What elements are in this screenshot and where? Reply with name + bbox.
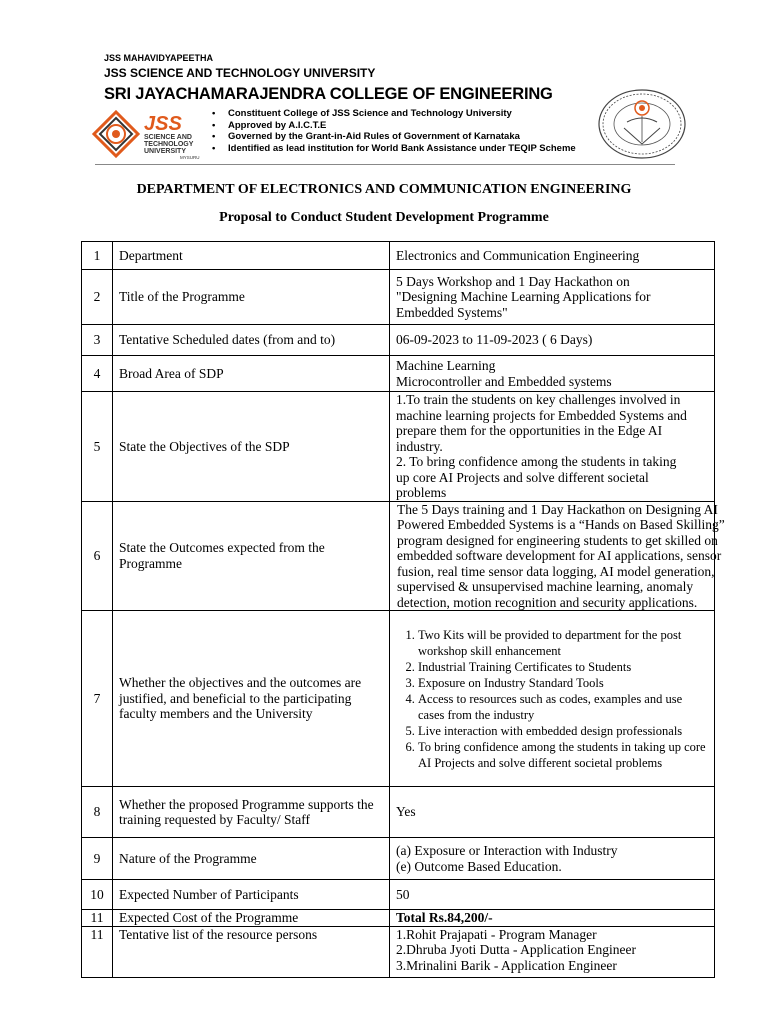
row-value: Electronics and Communication Engineering	[390, 242, 715, 270]
table-row	[82, 611, 715, 787]
table-row	[82, 392, 715, 502]
row-label: Whether the proposed Programme supports the training requested by Faculty/ Staff	[113, 787, 390, 838]
row-value: 1.To train the students on key challenges involved in machine learning projects for Embedded Systems and prepare them for the opportunities in the Edge AI industry. 2. To bring confidence among the students in taking up core AI Projects and solve different societal problems	[390, 392, 715, 502]
row-value: (a) Exposure or Interaction with Industry (e) Outcome Based Education.	[390, 838, 715, 880]
logo-line4: MYSURU	[180, 155, 200, 160]
list-item: 4. Access to resources such as codes, examples and use cases from the industry	[418, 691, 708, 723]
row-label: Whether the objectives and the outcomes are justified, and beneficial to the participating faculty members and the University	[113, 611, 390, 787]
accreditation-item: • Constituent College of JSS Science and Technology University	[212, 108, 512, 119]
table-row	[82, 838, 715, 880]
table-row	[82, 325, 715, 356]
table-row	[82, 242, 715, 270]
department-title: DEPARTMENT OF ELECTRONICS AND COMMUNICATION ENGINEERING	[136, 182, 632, 197]
header-divider	[95, 164, 675, 165]
row-value: Yes	[390, 787, 715, 838]
proposal-table	[81, 241, 725, 978]
row-value: 06-09-2023 to 11-09-2023 ( 6 Days)	[390, 325, 715, 356]
row-number: 2	[82, 270, 113, 325]
table-row	[82, 356, 715, 392]
logo-line2: TECHNOLOGY	[144, 141, 194, 148]
row-number: 7	[82, 611, 113, 787]
row-label: Nature of the Programme	[113, 838, 390, 880]
jss-logo-icon	[92, 108, 207, 160]
row-number: 9	[82, 838, 113, 880]
row-value: 5 Days Workshop and 1 Day Hackathon on "Designing Machine Learning Applications for Embedded Systems"	[390, 270, 715, 325]
accreditation-item: • Identified as lead institution for World Bank Assistance under TEQIP Scheme	[212, 142, 576, 154]
row-label: Expected Cost of the Programme	[113, 910, 390, 927]
benefits-list	[396, 627, 708, 771]
row-number: 11	[82, 926, 113, 977]
table-row	[82, 270, 715, 325]
list-item: 2. Industrial Training Certificates to Students	[418, 659, 708, 675]
row-value: 1.Rohit Prajapati - Program Manager 2.Dhruba Jyoti Dutta - Application Engineer 3.Mrinalini Barik - Application Engineer	[390, 926, 715, 977]
row-value: Total Rs.84,200/-	[390, 910, 715, 927]
list-item: 3. Exposure on Industry Standard Tools	[418, 675, 708, 691]
proposal-title: Proposal to Conduct Student Development Programme	[219, 210, 549, 225]
row-label: Title of the Programme	[113, 270, 390, 325]
logo-brand: JSS	[144, 113, 182, 135]
list-item: 5. Live interaction with embedded design professionals	[418, 723, 708, 739]
parent-org: JSS MAHAVIDYAPEETHA	[104, 53, 214, 63]
accreditation-item: • Approved by A.I.C.T.E	[212, 119, 327, 131]
row-label: Tentative list of the resource persons	[113, 926, 390, 977]
row-label: Broad Area of SDP	[113, 356, 390, 392]
table-row	[82, 880, 715, 910]
college-name: SRI JAYACHAMARAJENDRA COLLEGE OF ENGINEERING	[104, 85, 553, 103]
logo-line1: SCIENCE AND	[144, 134, 192, 141]
row-number: 11	[82, 910, 113, 927]
row-number: 8	[82, 787, 113, 838]
row-value: Machine Learning Microcontroller and Embedded systems	[390, 356, 715, 392]
row-label: Department	[113, 242, 390, 270]
row-value: 50	[390, 880, 715, 910]
row-label: State the Objectives of the SDP	[113, 392, 390, 502]
row-number: 1	[82, 242, 113, 270]
table-row	[82, 926, 715, 977]
row-number: 4	[82, 356, 113, 392]
table-row	[82, 910, 715, 927]
table-row	[82, 501, 715, 611]
row-number: 5	[82, 392, 113, 502]
university-name: JSS SCIENCE AND TECHNOLOGY UNIVERSITY	[104, 66, 376, 80]
row-value: The 5 Days training and 1 Day Hackathon on Designing AI Powered Embedded Systems is a “Hands on Based Skilling” program designed for engineering students to get skilled on embedded software development for AI applications, sensor fusion, real time sensor data logging, AI model generation, supervised & unsupervised machine learning, anomaly detection, motion recognition and security applications.	[390, 501, 715, 611]
row-label: Expected Number of Participants	[113, 880, 390, 910]
row-number: 10	[82, 880, 113, 910]
row-label: State the Outcomes expected from the Programme	[113, 501, 390, 611]
list-item: 6. To bring confidence among the students in taking up core AI Projects and solve different societal problems	[418, 739, 708, 771]
logo-line3: UNIVERSITY	[144, 148, 187, 155]
row-number: 6	[82, 501, 113, 611]
accreditation-list	[212, 108, 576, 154]
university-seal-icon	[597, 88, 687, 160]
list-item: 1. Two Kits will be provided to department for the post workshop skill enhancement	[418, 627, 708, 659]
accreditation-item: • Governed by the Grant-in-Aid Rules of Government of Karnataka	[212, 131, 520, 143]
row-label: Tentative Scheduled dates (from and to)	[113, 325, 390, 356]
row-value	[390, 611, 715, 787]
table-row	[82, 787, 715, 838]
row-number: 3	[82, 325, 113, 356]
